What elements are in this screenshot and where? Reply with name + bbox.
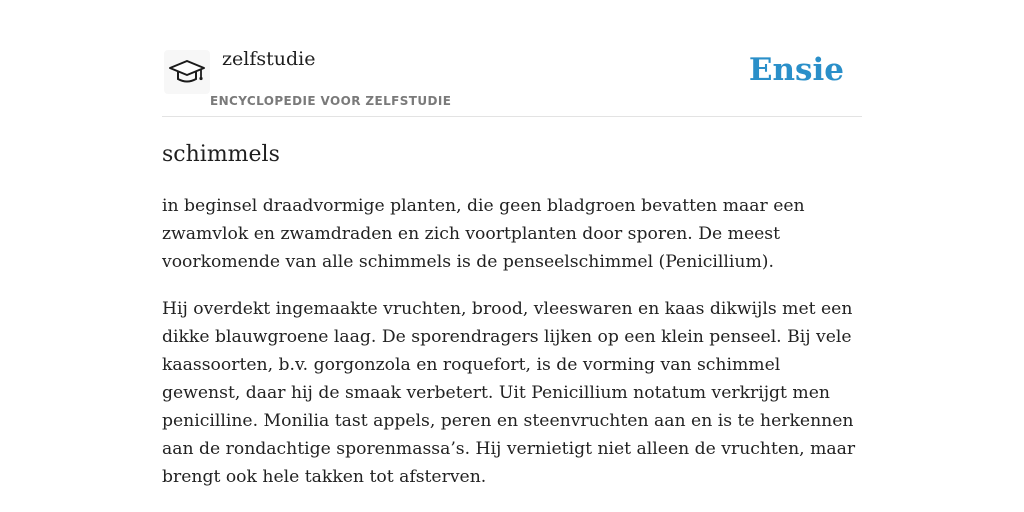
article-paragraph: in beginsel draadvormige planten, die geen bladgroen bevatten maar een zwamvlok en zwamdraden en zich voortplanten door sporen. De meest voorkomende van alle schimmels is de penseelschimmel (Penicillium). [162,196,805,272]
brand-tagline: ENCYCLOPEDIE VOOR ZELFSTUDIE [210,94,452,108]
encyclopedia-logo[interactable] [164,50,210,94]
article-body [162,192,862,510]
article-title: schimmels [162,142,280,167]
site-header [162,40,862,117]
article-paragraph: Hij overdekt ingemaakte vruchten, brood, vleeswaren en kaas dikwijls met een dikke blauwgroene laag. De sporendragers lijken op een klein penseel. Bij vele kaassoorten, b.v. gorgonzola en roquefort, is de vorming van schimmel gewenst, daar hij de smaak verbetert. Uit Penicillium notatum verkrijgt men penicilline. Monilia tast appels, peren en steenvruchten aan en is te herkennen aan de rondachtige sporenmassa’s. Hij vernietigt niet alleen de vruchten, maar brengt ook hele takken tot afsterven. [162,299,856,487]
graduation-cap-icon [168,58,206,86]
brand-name-link[interactable]: zelfstudie [222,48,316,70]
ensie-logo-link[interactable]: Ensie [748,52,844,88]
